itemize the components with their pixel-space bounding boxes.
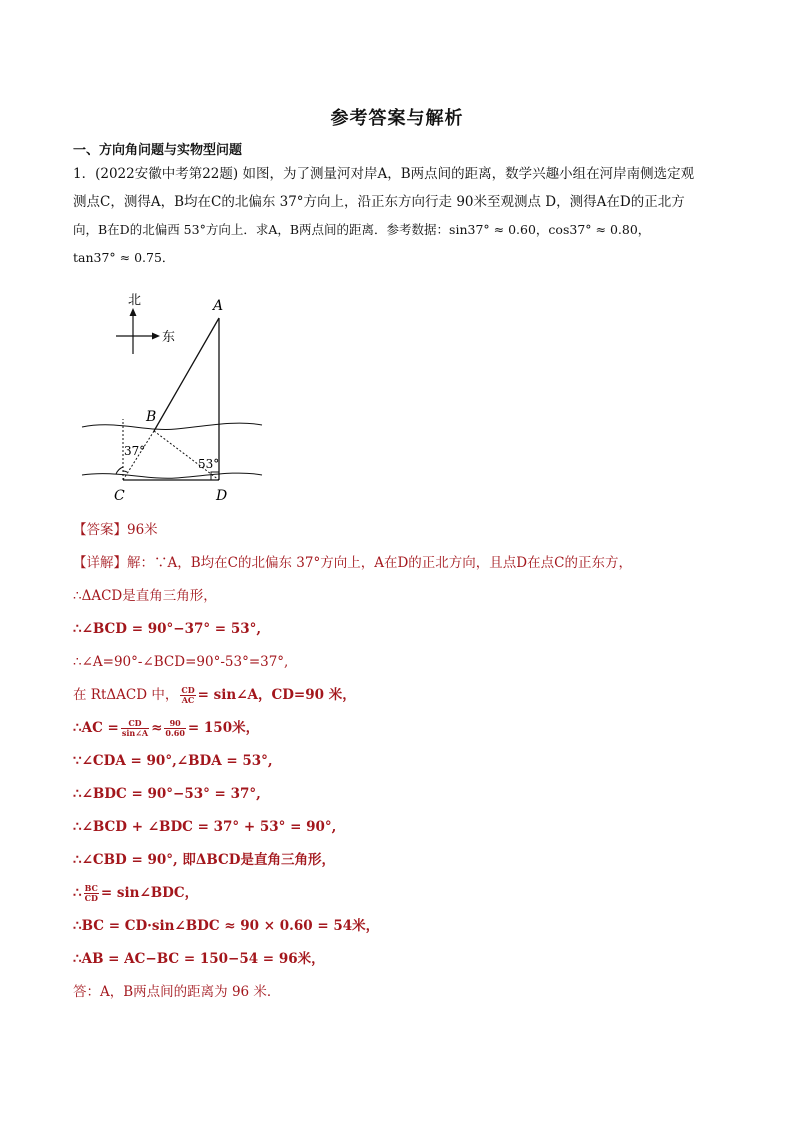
solution-step: ∴∠CBD = 90°, 即ΔBCD是直角三角形， [73,852,335,868]
line-BD-dashed [154,431,219,480]
right-angle-mark [211,472,219,480]
solution-step: ∴∠BCD = 90°−37° = 53°, [73,621,262,637]
angle-label-37: 37° [124,444,146,458]
answer-tag: 【答案】 [73,522,127,538]
step-text: 在 RtΔACD 中， [73,687,179,703]
detail-line [73,547,753,580]
step-text: = sin∠A，CD=90 米， [197,687,356,703]
detail-tag: 【详解】 [73,555,127,571]
final-answer: 答：A，B两点间的距离为 96 米． [73,984,281,1000]
answer-value: 96米 [127,522,158,538]
step-text: ∴ [73,885,82,901]
angle-arc-C [116,467,123,474]
solution-step: ∴∠BCD + ∠BDC = 37° + 53° = 90°, [73,819,337,835]
compass-east-label: 东 [162,330,176,345]
problem-line: tan37° ≈ 0.75． [73,250,175,265]
solution-step [73,679,753,712]
fraction: $\frac{CD}{AC}$ [181,685,195,705]
solution-step: ∴ΔACD是直角三角形， [73,588,217,604]
compass-north-arrowhead [130,308,137,316]
step-text: ∴AC = [73,720,119,736]
fraction: $\frac{CD}{\sin\angle A}$ [121,718,149,738]
river-bank-north [82,423,262,429]
solution-step: ∴AB = AC−BC = 150−54 = 96米， [73,951,325,967]
solution-step: ∴BC = CD·sin∠BDC ≈ 90 × 0.60 = 54米， [73,918,380,934]
river-bank-south [82,473,262,478]
fraction: $\frac{90}{0.60}$ [165,718,185,738]
problem-line: 向，B在D的北偏西 53°方向上．求A，B两点间的距离．参考数据：sin37° ≈ 0.60，cos37° ≈ 0.80， [73,222,651,237]
step-text: = sin∠BDC， [100,885,199,901]
step-text: ≈ [151,720,163,736]
page-title: 参考答案与解析 [330,108,464,129]
problem-line: 1．(2022安徽中考第22题) 如图，为了测量河对岸A，B两点间的距离，数学兴趣小组在河岸南侧选定观 [73,166,695,182]
section-heading: 一、方向角问题与实物型问题 [73,143,243,158]
point-label-B: B [146,409,157,425]
solution-step [73,877,753,910]
fraction: $\frac{BC}{CD}$ [84,883,98,903]
solution-step: ∴∠A=90°-∠BCD=90°-53°=37°, [73,654,289,670]
solution-step: ∴∠BDC = 90°−53° = 37°, [73,786,261,802]
point-label-D: D [216,488,228,504]
problem-line: 测点C，测得A，B均在C的北偏东 37°方向上，沿正东方向行走 90米至观测点 D，测得A在D的正北方 [73,194,685,210]
step-text: = 150米， [187,720,260,736]
geometry-diagram [76,292,276,512]
angle-label-53: 53° [198,457,220,471]
point-label-C: C [114,488,125,504]
problem-statement [73,160,733,272]
solution-step [73,712,753,745]
angle-arc-C-2 [123,471,127,472]
solution-step: ∵∠CDA = 90°,∠BDA = 53°, [73,753,273,769]
compass-east-arrowhead [152,333,160,340]
solution [73,514,753,1009]
point-label-A: A [213,298,224,314]
compass-north-label: 北 [128,293,142,308]
answer-line [73,514,753,547]
detail-text: 解：∵A，B均在C的北偏东 37°方向上，A在D的正北方向，且点D在点C的正东方， [127,555,632,571]
